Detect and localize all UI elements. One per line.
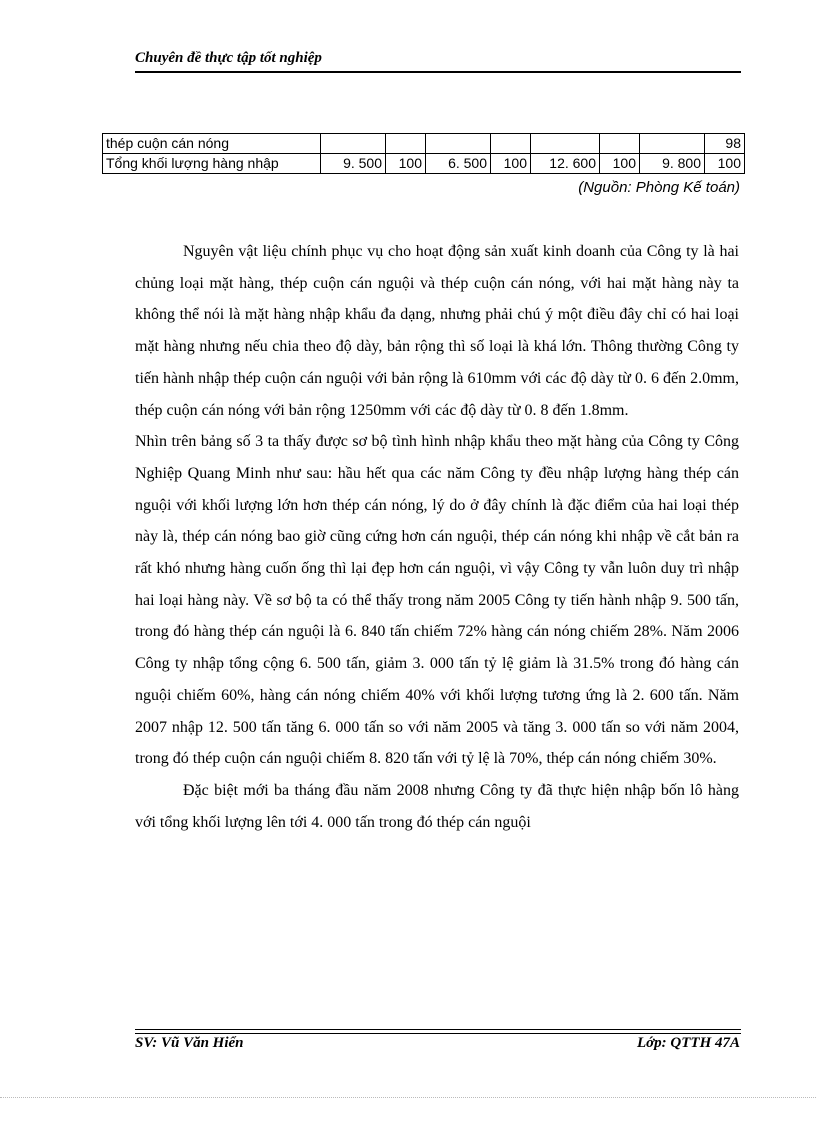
row-label: Tổng khối lượng hàng nhập [103, 154, 321, 174]
paragraph: Nguyên vật liệu chính phục vụ cho hoạt động sản xuất kinh doanh của Công ty là hai chủng loại mặt hàng, thép cuộn cán nguội và thép cuộn cán nóng, với hai mặt hàng này ta không thể nói là mặt hàng nhập khẩu đa dạng, nhưng phải chú ý một điều đây chỉ có hai loại mặt hàng nhưng nếu chia theo độ dày, bản rộng thì số loại là khá lớn. Thông thường Công ty tiến hành nhập thép cuộn cán nguội với bản rộng là 610mm với các độ dày từ 0. 6 đến 2.0mm, thép cuộn cán nóng với bản rộng 1250mm với các độ dày từ 0. 8 đến 1.8mm. [135, 243, 739, 419]
table-cell [600, 134, 640, 154]
table-row [103, 154, 745, 174]
footer-divider [135, 1029, 741, 1034]
page-edge-line [0, 1097, 816, 1098]
footer-class: Lớp: QTTH 47A [636, 1035, 740, 1051]
table-cell [321, 134, 386, 154]
paragraph: Nhìn trên bảng số 3 ta thấy được sơ bộ tình hình nhập khẩu theo mặt hàng của Công ty Công Nghiệp Quang Minh như sau: hầu hết qua các năm Công ty đều nhập lượng hàng thép cán nguội với khối lượng lớn hơn thép cán nóng, lý do ở đây chính là đặc điểm của hai loại thép này là, thép cán nóng bao giờ cũng cứng hơn cán nguội, thép cán nóng khi nhập về cắt bản ra rất khó nhưng hàng cuốn ống thì lại đẹp hơn cán nguội, vì vậy Công ty vẫn luôn duy trì nhập hai loại hàng này. Về sơ bộ ta có thể thấy trong năm 2005 Công ty tiến hành nhập 9. 500 tấn, trong đó hàng thép cán nguội là 6. 840 tấn chiếm 72% hàng cán nóng chiếm 28%. Năm 2006 Công ty nhập tổng cộng 6. 500 tấn, giảm 3. 000 tấn tỷ lệ giảm là 31.5% trong đó hàng cán nguội chiếm 60%, hàng cán nóng chiếm 40% với khối lượng tương ứng là 2. 600 tấn. Năm 2007 nhập 12. 500 tấn tăng 6. 000 tấn so với năm 2005 và tăng 3. 000 tấn so với năm 2004, trong đó thép cuộn cán nguội chiếm 8. 820 tấn với tỷ lệ là 70%, thép cán nóng chiếm 30%. [135, 433, 739, 768]
table-cell: 100 [386, 154, 426, 174]
table-cell: 12. 600 [531, 154, 600, 174]
table-cell: 100 [705, 154, 745, 174]
table-cell [426, 134, 491, 154]
footer-student-name: SV: Vũ Văn Hiển [135, 1035, 244, 1051]
table-cell [491, 134, 531, 154]
table-row [103, 134, 745, 154]
table-cell [640, 134, 705, 154]
row-label: thép cuộn cán nóng [103, 134, 321, 154]
table-cell [386, 134, 426, 154]
body-text [135, 236, 739, 838]
table-cell: 98 [705, 134, 745, 154]
header-divider [135, 71, 741, 73]
table-cell: 100 [600, 154, 640, 174]
table-cell: 9. 500 [321, 154, 386, 174]
table-cell: 100 [491, 154, 531, 174]
table-cell [531, 134, 600, 154]
paragraph: Đặc biệt mới ba tháng đầu năm 2008 nhưng Công ty đã thực hiện nhập bốn lô hàng với tổng khối lượng lên tới 4. 000 tấn trong đó thép cán nguội [135, 781, 739, 831]
table-cell: 9. 800 [640, 154, 705, 174]
table-source-note: (Nguồn: Phòng Kế toán) [578, 179, 740, 196]
page-header-title: Chuyên đề thực tập tốt nghiệp [135, 50, 322, 66]
table-cell: 6. 500 [426, 154, 491, 174]
import-volume-table [102, 133, 745, 174]
